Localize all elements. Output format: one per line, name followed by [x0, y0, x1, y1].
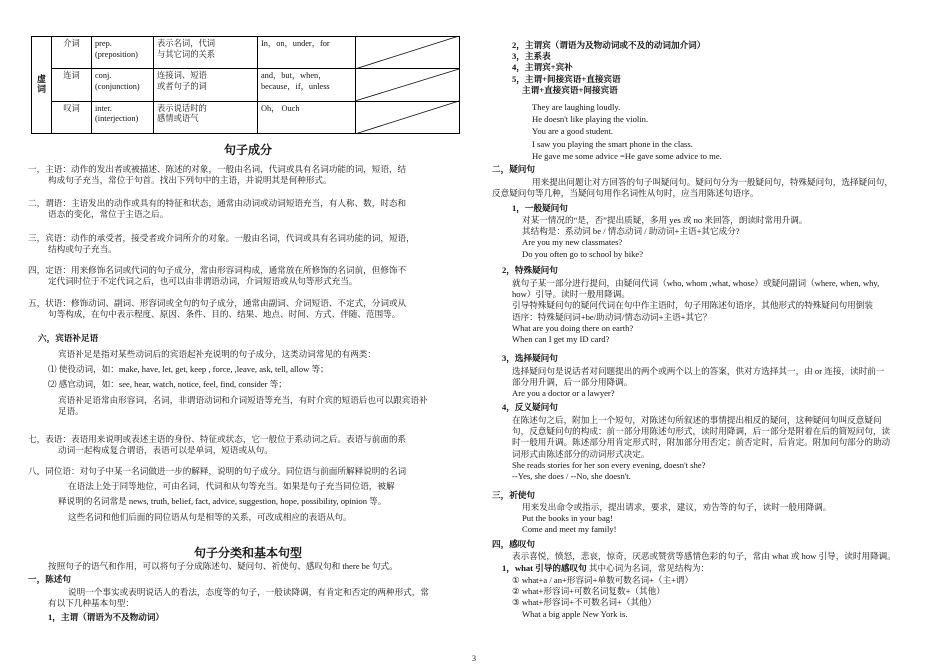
table-diagonal-lines — [355, 36, 459, 134]
table-category-cell: 虚词 — [32, 37, 52, 134]
table-cell: 连词 — [52, 69, 92, 101]
choice-question-heading: 3，选择疑问句 — [502, 353, 558, 363]
basic-patterns-list: 2，主谓宾（谓语为及物动词或不及的动词加介词） 3，主系表 4，主谓宾+宾补 5，主谓+间接宾语+直接宾语 主谓+直接宾语+间接宾语 — [512, 40, 706, 95]
object-complement-paragraph: 宾语补足是指对某些动词后的宾语起补充说明的句子成分，这类动词常见的有两类： ⑴ 使役动词，如：make, have, let, get, keep , force, ,leave, ask, tell, allow 等； ⑵ 感官动词，如：see, hear, watch, notice, feel, find, consider 等； 宾语补足语常由形容词，名词，非谓语动词和介词短语等充当，有时介宾的短语后也可以跟宾语补 足语。 — [48, 349, 428, 416]
table-cell: conj. (conjunction) — [92, 69, 154, 101]
interrogative-paragraph: 用来提出问题让对方回答的句子叫疑问句。疑问句分为一般疑问句，特殊疑问句，选择疑问句， 反意疑问句等几种，当疑问句用作名词性从句时，应当用陈述句语序。 — [492, 177, 893, 199]
pattern-examples: They are laughing loudly. He doesn't like playing the violin. You are a good student. I saw you playing the smart phone in the class. He gave me some advice =He gave some advice to me. — [532, 102, 722, 161]
attribute-paragraph: 四，定语：用来修饰名词或代词的句子成分，常由形容词构成，通常放在所修饰的名词前，但修饰不 定代词时位于不定代词之后，也可以由非谓语动词，介词短语或从句等形式充当。 — [28, 265, 407, 287]
what-exclamation-heading: 1，what 引导的感叹句 其中心词为名词，常见结构为： — [502, 563, 710, 573]
page-number: 3 — [472, 654, 476, 663]
section-title-sentence-types: 句子分类和基本句型 — [193, 546, 302, 560]
appositive-paragraph: 八，同位语：对句子中某一名词做进一步的解释，说明的句子成分。同位语与前面所解释说明的名词 在语法上处于同等地位，可由名词，代词和从句等充当。如果是句子充当同位语，被解 释说明的名词常是 news, truth, belief, fact, advice, suggestion, hope, possibility, opinion 等。 这些名词和他们后面的同位语从句是相等的关系，可改成相应的表语从句。 — [28, 466, 407, 522]
predicate-paragraph: 二，谓语：主语发出的动作或具有的特征和状态，通常由动词或动词短语充当，有人称、数，时态和 语态的变化，常位于主语之后。 — [28, 198, 407, 220]
object-complement-heading: 六，宾语补足语 — [38, 333, 99, 343]
table-cell: In，on，under，for — [258, 37, 356, 69]
table-cell: inter. (interjection) — [92, 101, 154, 133]
table-cell: 表示名词，代词 与其它词的关系 — [154, 37, 258, 69]
table-cell: and，but，when， because，if，unless — [258, 69, 356, 101]
table-cell: Oh， Ouch — [258, 101, 356, 133]
table-cell: 连接词、短语 或者句子的词 — [154, 69, 258, 101]
predicative-paragraph: 七，表语：表语用来说明或表述主语的身份、特征或状态，它一般位于系动词之后。表语与前面的系 动词一起构成复合谓语，表语可以是单词，短语或从句。 — [28, 434, 407, 456]
table-cell: 表示说话时的 感情或语气 — [154, 101, 258, 133]
object-paragraph: 三，宾语：动作的承受者，接受者或介词所介的对象。一般由名词，代词或具有名词功能的词，短语， 结构或句子充当。 — [28, 233, 415, 255]
imperative-paragraph: 用来发出命令或指示，提出请求，要求，建议，劝告等的句子，读时一般用降调。 Put the books in your bag! Come and meet my family! — [522, 502, 832, 535]
interrogative-heading: 二，疑问句 — [492, 164, 535, 174]
exclamatory-paragraph: 表示喜悦，愤怒，悲哀，惊奇，厌恶或赞赏等感情色彩的句子，常由 what 或 how 引导，读时用降调。 — [512, 551, 896, 561]
table-cell: prep. (preposition) — [92, 37, 154, 69]
tag-question-paragraph: 在陈述句之后，附加上一个短句，对陈述句所叙述的事情提出相反的疑问，这种疑问句叫反意疑问 句，反意疑问句的构成：前一部分用陈述句形式，读时用降调，后一部分是附着在后的简短问句，读 时一般用升调。陈述部分用肯定形式时，附加部分用否定；前否定时，后肯定。附加问句部分的助动 词形式由陈述部分的动词形式决定。 She reads stories for her son every evening, doesn't she? --Yes, she does / --No, she doesn't. — [512, 415, 891, 481]
table-cell: 介词 — [52, 37, 92, 69]
general-question-paragraph: 对某一情况的“是，否”提出质疑，多用 yes 或 no 来回答，朗读时常用升调。 其结构是：系动词 be / 情态动词 / 助动词+主语+其它成分? Are you my new classmates? Do you often go to school by bike? — [522, 215, 808, 259]
pattern-1: 1，主谓（谓语为不及物动词） — [48, 612, 165, 622]
table-cell: 叹词 — [52, 101, 92, 133]
tag-question-heading: 4，反义疑问句 — [502, 402, 558, 412]
general-question-heading: 1，一般疑问句 — [512, 203, 568, 213]
subject-paragraph: 一，主语：动作的发出者或被描述、陈述的对象，一般由名词，代词或具有名词功能的词，短语，结 构成句子充当，常位于句首。找出下列句中的主语，并说明其是何种形式。 — [28, 164, 407, 186]
declarative-paragraph: 说明一个事实或表明说话人的看法，态度等的句子，一般读降调，有肯定和否定的两种形式，常 有以下几种基本句型： — [48, 587, 429, 609]
section-title-sentence-components: 句子成分 — [223, 143, 272, 157]
special-question-heading: 2，特殊疑问句 — [502, 265, 558, 275]
adverbial-paragraph: 五，状语：修饰动词、副词、形容词或全句的句子成分，通常由副词、介词短语、不定式，分词或从 句等构成，在句中表示程度、原因、条件、目的、结果、地点、时间、方式、伴随、范围等。 — [28, 298, 407, 320]
special-question-paragraph: 就句子某一部分进行提问，由疑问代词（who, whom ,what, whose）或疑问副词（where, when, why, how）引导。读时一般用降调。 引导特殊疑问句的疑问代词在句中作主语时，句子用陈述句语序，其他形式的特殊疑问句用倒装 语序：特殊疑问词+be/助动词/情态动词+主语+其它？ What are you doing there on earth? When can I get my ID card? — [512, 278, 880, 344]
declarative-heading: 一，陈述句 — [28, 574, 71, 584]
exclamatory-heading: 四，感叹句 — [492, 539, 535, 549]
sentence-types-intro: 按照句子的语气和作用，可以将句子分成陈述句、疑问句、祈使句、感叹句和 there be 句式。 — [48, 561, 398, 571]
what-exclamation-list: ① what+a / an+形容词+单数可数名词+（主+谓） ② what+形容词+可数名词复数+（其他） ③ what+形容词+不可数名词+（其他） What a big apple New York is. — [512, 575, 694, 619]
choice-question-paragraph: 选择疑问句是说话者对问题提出的两个或两个以上的答案，供对方选择其一，由 or 连接，读时前一 部分用升调，后一部分用降调。 Are you a doctor or a lawyer? — [512, 366, 885, 399]
imperative-heading: 三，祈使句 — [492, 490, 535, 500]
